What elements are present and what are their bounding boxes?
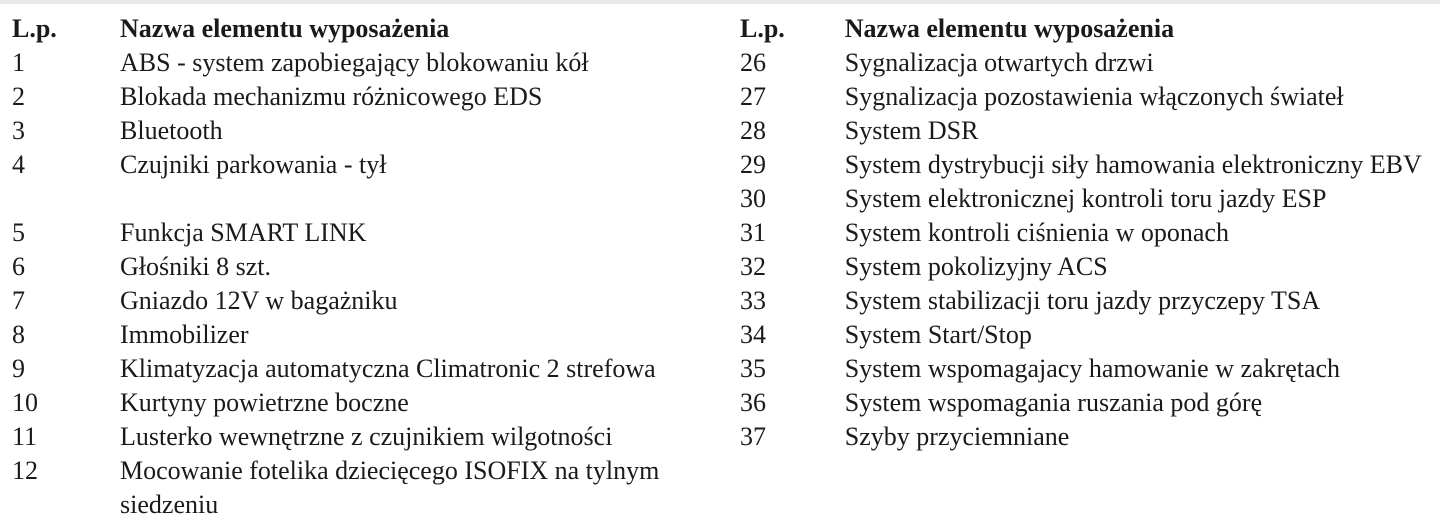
table-row [12, 250, 712, 284]
row-equipment-name: Klimatyzacja automatyczna Climatronic 2 strefowa [120, 354, 656, 383]
row-number: 4 [12, 150, 25, 179]
row-number: 37 [740, 422, 766, 451]
row-equipment-name: System DSR [844, 116, 979, 145]
table-row [740, 114, 1430, 148]
row-equipment-name: Mocowanie fotelika dziecięcego ISOFIX na tylnym siedzeniu [120, 456, 660, 519]
row-equipment-name: Kurtyny powietrzne boczne [120, 388, 409, 417]
table-row [740, 80, 1430, 114]
column-header-name: Nazwa elementu wyposażenia [120, 14, 450, 43]
row-equipment-name: Bluetooth [120, 116, 223, 145]
table-row [12, 46, 712, 80]
row-equipment-name: Funkcja SMART LINK [120, 218, 367, 247]
table-header-row [740, 12, 1430, 46]
row-number: 11 [12, 422, 38, 451]
page-top-edge [0, 0, 1440, 4]
row-number: 2 [12, 82, 25, 111]
row-equipment-name: System wspomagania ruszania pod górę [844, 388, 1263, 417]
row-number: 6 [12, 252, 25, 281]
table-row [12, 148, 712, 182]
row-equipment-name: Sygnalizacja otwartych drzwi [844, 48, 1154, 77]
table-row [740, 352, 1430, 386]
row-equipment-name: Immobilizer [120, 320, 249, 349]
row-equipment-name: ABS - system zapobiegający blokowaniu kół [120, 48, 589, 77]
row-number: 28 [740, 116, 766, 145]
row-number: 9 [12, 354, 25, 383]
row-equipment-name: System elektronicznej kontroli toru jazdy ESP [844, 184, 1327, 213]
table-row [740, 216, 1430, 250]
column-header-lp: L.p. [12, 14, 57, 43]
row-number: 3 [12, 116, 25, 145]
table-row [740, 46, 1430, 80]
table-row [740, 420, 1430, 454]
row-equipment-name: System stabilizacji toru jazdy przyczepy TSA [844, 286, 1321, 315]
table-row [12, 352, 712, 386]
row-number: 36 [740, 388, 766, 417]
column-header-name: Nazwa elementu wyposażenia [844, 14, 1175, 43]
equipment-list-right [740, 12, 1430, 454]
equipment-list-left [12, 12, 712, 522]
row-number: 30 [740, 184, 766, 213]
table-row [740, 148, 1430, 182]
row-number: 7 [12, 286, 25, 315]
row-equipment-name: Sygnalizacja pozostawienia włączonych świateł [844, 82, 1344, 111]
row-equipment-name: System wspomagajacy hamowanie w zakrętach [844, 354, 1341, 383]
equipment-table-left [12, 12, 712, 522]
table-row [740, 250, 1430, 284]
table-row [740, 182, 1430, 216]
row-equipment-name: Lusterko wewnętrzne z czujnikiem wilgotności [120, 422, 613, 451]
row-equipment-name: Szyby przyciemniane [844, 422, 1070, 451]
row-equipment-name: System dystrybucji siły hamowania elektroniczny EBV [844, 150, 1422, 179]
row-number: 27 [740, 82, 766, 111]
row-number: 5 [12, 218, 25, 247]
table-row [740, 318, 1430, 352]
row-number: 35 [740, 354, 766, 383]
row-number: 29 [740, 150, 766, 179]
table-row [740, 386, 1430, 420]
table-row [12, 216, 712, 250]
table-row-spacer [12, 182, 712, 216]
table-row [12, 114, 712, 148]
row-number: 1 [12, 48, 25, 77]
row-number: 31 [740, 218, 766, 247]
row-equipment-name: Głośniki 8 szt. [120, 252, 271, 281]
row-number: 26 [740, 48, 766, 77]
table-row [12, 386, 712, 420]
row-equipment-name: Gniazdo 12V w bagażniku [120, 286, 398, 315]
row-number: 32 [740, 252, 766, 281]
row-number: 8 [12, 320, 25, 349]
table-row [740, 284, 1430, 318]
row-equipment-name: Blokada mechanizmu różnicowego EDS [120, 82, 543, 111]
row-equipment-name: System Start/Stop [844, 320, 1032, 349]
table-row [12, 420, 712, 454]
row-number: 34 [740, 320, 766, 349]
column-header-lp: L.p. [740, 14, 785, 43]
row-equipment-name: System pokolizyjny ACS [844, 252, 1108, 281]
equipment-table-right [740, 12, 1430, 454]
table-row [12, 80, 712, 114]
row-number: 12 [12, 456, 38, 485]
table-row [12, 284, 712, 318]
row-number: 10 [12, 388, 38, 417]
row-equipment-name: Czujniki parkowania - tył [120, 150, 387, 179]
row-number: 33 [740, 286, 766, 315]
table-header-row [12, 12, 712, 46]
row-equipment-name: System kontroli ciśnienia w oponach [844, 218, 1229, 247]
table-row [12, 454, 712, 522]
table-row [12, 318, 712, 352]
